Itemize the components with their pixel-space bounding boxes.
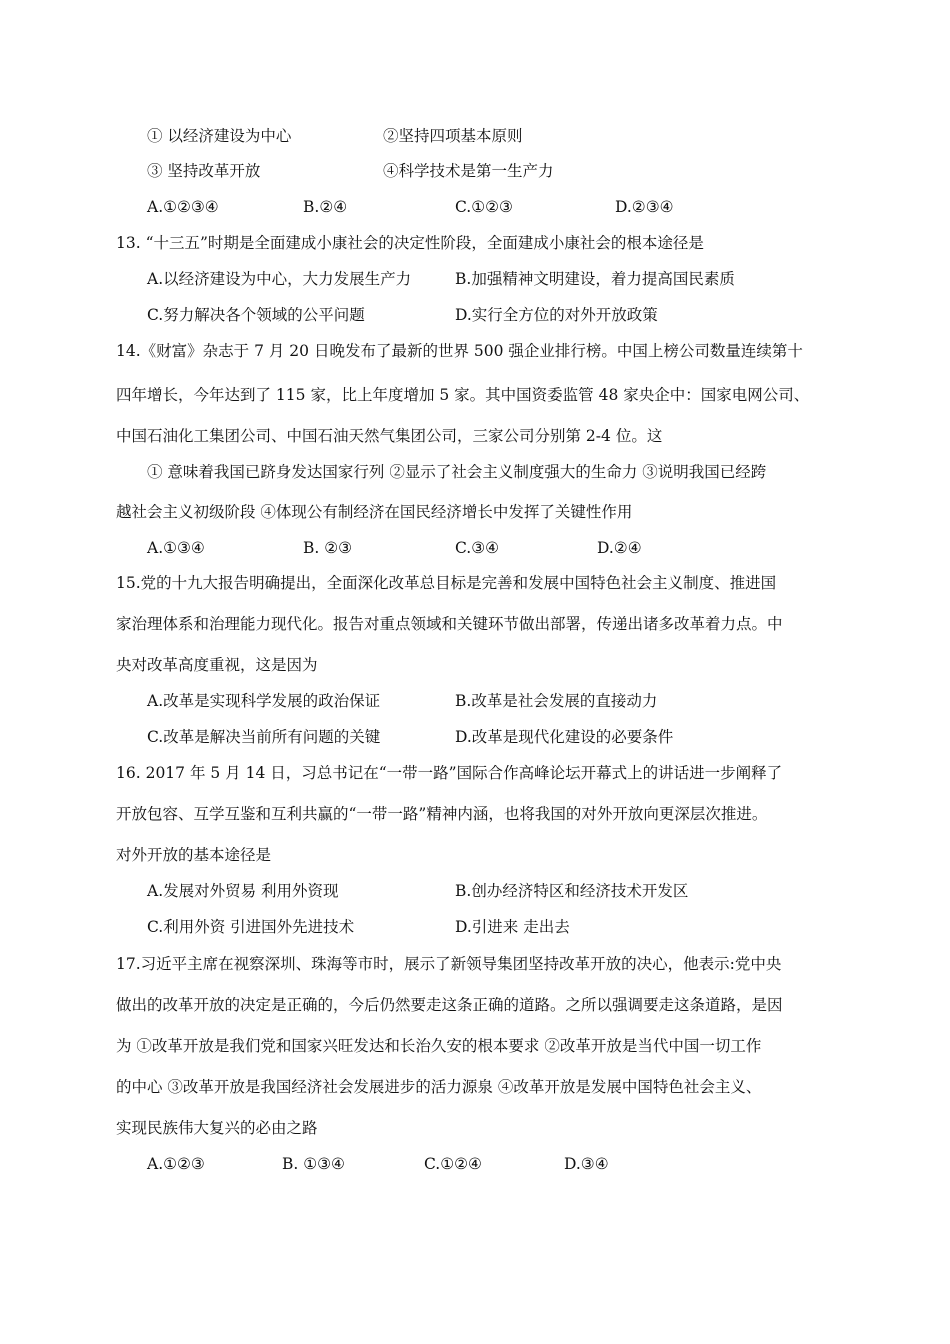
q14-stem-line-1: 14.《财富》杂志于 7 月 20 日晚发布了最新的世界 500 强企业排行榜。中国上榜公司数量连续第十 xyxy=(116,342,803,360)
q15-option-a: A.改革是实现科学发展的政治保证 xyxy=(147,692,381,710)
q12-option-c: C.①②③ xyxy=(455,198,513,216)
q14-option-d: D.②④ xyxy=(597,539,642,557)
q12-statement-1: ① 以经济建设为中心 xyxy=(147,127,292,145)
q13-option-c: C.努力解决各个领域的公平问题 xyxy=(147,306,365,324)
q15-stem-line-1: 15.党的十九大报告明确提出，全面深化改革总目标是完善和发展中国特色社会主义制度、推进国 xyxy=(116,574,777,592)
q12-statement-4: ④科学技术是第一生产力 xyxy=(383,162,554,180)
q17-option-d: D.③④ xyxy=(564,1155,609,1173)
q13-stem: 13. “十三五”时期是全面建成小康社会的决定性阶段，全面建成小康社会的根本途径是 xyxy=(116,234,704,252)
q14-option-b: B. ②③ xyxy=(303,539,353,557)
q15-option-c: C.改革是解决当前所有问题的关键 xyxy=(147,728,381,746)
q15-option-d: D.改革是现代化建设的必要条件 xyxy=(455,728,674,746)
q16-stem-line-2: 开放包容、互学互鉴和互利共赢的“一带一路”精神内涵，也将我国的对外开放向更深层次推进。 xyxy=(116,805,768,823)
q12-option-a: A.①②③④ xyxy=(147,198,219,216)
q14-statements-line-1: ① 意味着我国已跻身发达国家行列 ②显示了社会主义制度强大的生命力 ③说明我国已经跨 xyxy=(147,463,767,481)
q12-option-b: B.②④ xyxy=(303,198,348,216)
q13-option-b: B.加强精神文明建设，着力提高国民素质 xyxy=(455,270,735,288)
q14-stem-line-2: 四年增长，今年达到了 115 家，比上年度增加 5 家。其中国资委监管 48 家央企中：国家电网公司、 xyxy=(116,386,810,404)
q17-option-a: A.①②③ xyxy=(147,1155,205,1173)
q12-statement-2: ②坚持四项基本原则 xyxy=(383,127,523,145)
q15-stem-line-2: 家治理体系和治理能力现代化。报告对重点领域和关键环节做出部署，传递出诸多改革着力点。中 xyxy=(116,615,783,633)
q16-stem-line-1: 16. 2017 年 5 月 14 日，习总书记在“一带一路”国际合作高峰论坛开幕式上的讲话进一步阐释了 xyxy=(116,764,783,782)
q13-option-d: D.实行全方位的对外开放政策 xyxy=(455,306,658,324)
q16-option-d: D.引进来 走出去 xyxy=(455,918,570,936)
q14-stem-line-3: 中国石油化工集团公司、中国石油天然气集团公司，三家公司分别第 2-4 位。这 xyxy=(116,427,663,445)
q16-option-b: B.创办经济特区和经济技术开发区 xyxy=(455,882,689,900)
q17-stem-line-3: 为 ①改革开放是我们党和国家兴旺发达和长治久安的根本要求 ②改革开放是当代中国一切工作 xyxy=(116,1037,762,1055)
q15-option-b: B.改革是社会发展的直接动力 xyxy=(455,692,658,710)
q17-stem-line-2: 做出的改革开放的决定是正确的，今后仍然要走这条正确的道路。之所以强调要走这条道路，是因 xyxy=(116,996,783,1014)
q16-option-c: C.利用外资 引进国外先进技术 xyxy=(147,918,355,936)
q16-stem-line-3: 对外开放的基本途径是 xyxy=(116,846,272,864)
q12-option-d: D.②③④ xyxy=(615,198,674,216)
q17-option-b: B. ①③④ xyxy=(282,1155,345,1173)
q16-option-a: A.发展对外贸易 利用外资现 xyxy=(147,882,339,900)
q17-stem-line-1: 17.习近平主席在视察深圳、珠海等市时，展示了新领导集团坚持改革开放的决心，他表示:党中央 xyxy=(116,955,782,973)
q13-option-a: A.以经济建设为中心，大力发展生产力 xyxy=(147,270,412,288)
q14-option-c: C.③④ xyxy=(455,539,500,557)
q17-stem-line-5: 实现民族伟大复兴的必由之路 xyxy=(116,1119,318,1137)
q17-option-c: C.①②④ xyxy=(424,1155,482,1173)
q15-stem-line-3: 央对改革高度重视，这是因为 xyxy=(116,656,318,674)
q12-statement-3: ③ 坚持改革开放 xyxy=(147,162,261,180)
q14-statements-line-2: 越社会主义初级阶段 ④体现公有制经济在国民经济增长中发挥了关键性作用 xyxy=(116,503,633,521)
q17-stem-line-4: 的中心 ③改革开放是我国经济社会发展进步的活力源泉 ④改革开放是发展中国特色社会主义、 xyxy=(116,1078,762,1096)
q14-option-a: A.①③④ xyxy=(147,539,205,557)
